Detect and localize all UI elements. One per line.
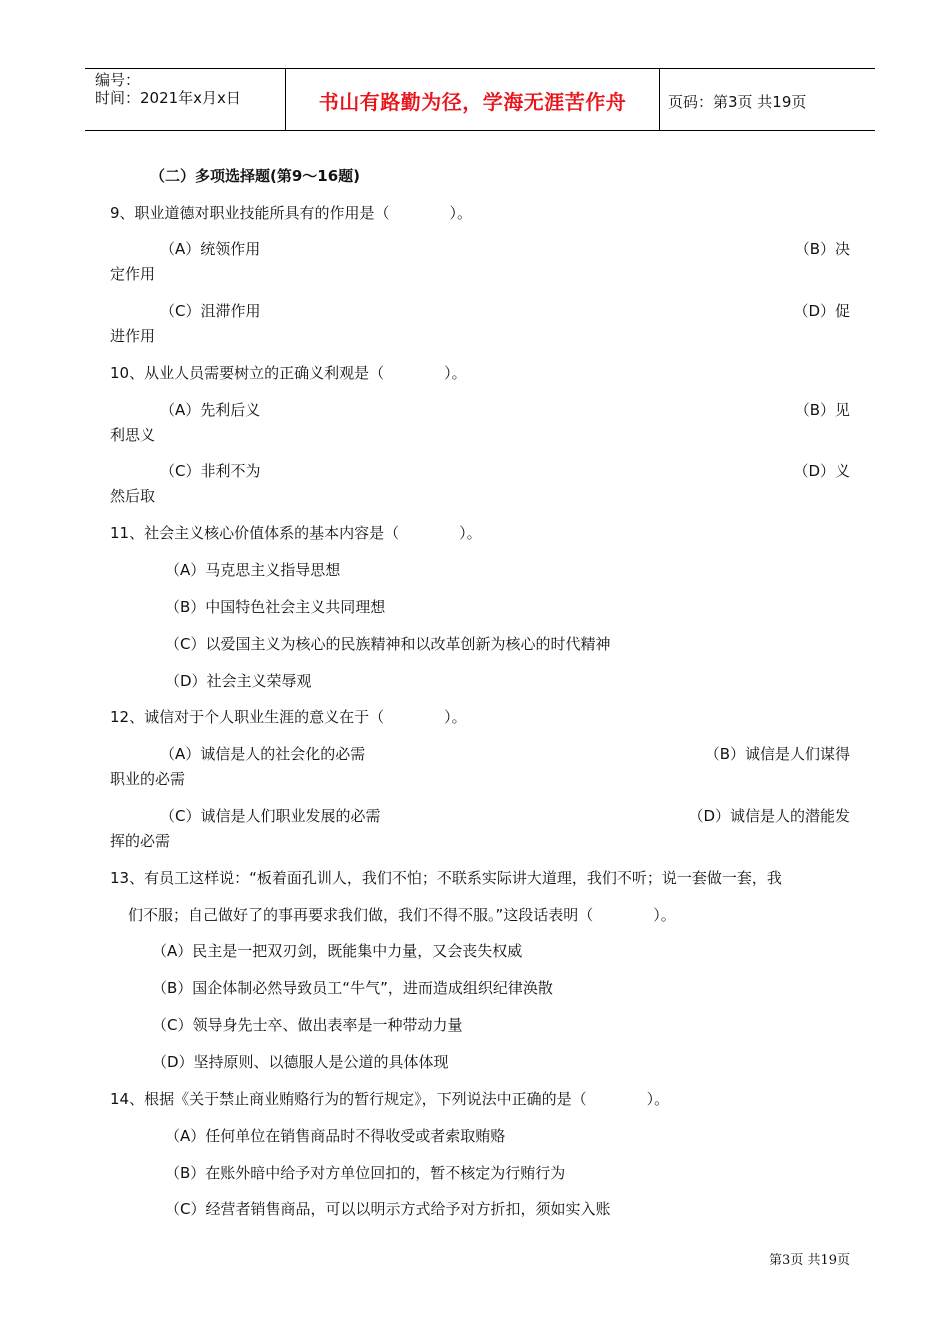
option-a: （A）任何单位在销售商品时不得收受或者索取贿赂 (165, 1127, 506, 1145)
question-stem-continuation: 们不服；自己做好了的事再要求我们做，我们不得不服。”这段话表明（ ）。 (128, 906, 676, 924)
number-label: 编号： (95, 71, 141, 89)
option-b: （B）见 (794, 401, 850, 419)
question-stem: 14、根据《关于禁止商业贿赂行为的暂行规定》，下列说法中正确的是（ ）。 (110, 1090, 670, 1108)
option-d: （D）诚信是人的潜能发 (688, 807, 850, 825)
question-stem: 13、有员工这样说：“板着面孔训人，我们不怕；不联系实际讲大道理，我们不听；说一套做一套，我 (110, 869, 782, 887)
option-a: （A）先利后义 (160, 401, 261, 419)
option-c: （C）经营者销售商品，可以以明示方式给予对方折扣，须如实入账 (165, 1200, 611, 1218)
option-b: （B）决 (794, 240, 850, 258)
option-b: （B）诚信是人们谋得 (704, 745, 850, 763)
option-b: （B）国企体制必然导致员工“牛气”，进而造成组织纪律涣散 (152, 979, 553, 997)
option-c: （C）领导身先士卒、做出表率是一种带动力量 (152, 1016, 463, 1034)
option-c: （C）沮滞作用 (160, 302, 261, 320)
section-title: （二）多项选择题(第9～16题) (150, 167, 361, 185)
option-a: （A）马克思主义指导思想 (165, 561, 341, 579)
option-b-continuation: 职业的必需 (110, 770, 186, 788)
option-d-continuation: 然后取 (110, 487, 156, 505)
option-d-continuation: 进作用 (110, 327, 156, 345)
option-d: （D）义 (793, 462, 850, 480)
page-info: 页码：第3页 共19页 (668, 93, 807, 111)
option-c: （C）诚信是人们职业发展的必需 (160, 807, 381, 825)
question-stem: 12、诚信对于个人职业生涯的意义在于（ ）。 (110, 708, 467, 726)
option-b: （B）中国特色社会主义共同理想 (165, 598, 386, 616)
option-c: （C）非利不为 (160, 462, 261, 480)
option-d-continuation: 挥的必需 (110, 832, 171, 850)
time-label: 时间：2021年x月x日 (95, 89, 241, 107)
option-d: （D）社会主义荣辱观 (165, 672, 312, 690)
question-stem: 9、职业道德对职业技能所具有的作用是（ ）。 (110, 204, 473, 222)
option-d: （D）促 (793, 302, 850, 320)
page-footer: 第3页 共19页 (769, 1253, 850, 1268)
option-a: （A）民主是一把双刃剑，既能集中力量，又会丧失权威 (152, 942, 523, 960)
option-c: （C）以爱国主义为核心的民族精神和以改革创新为核心的时代精神 (165, 635, 611, 653)
option-d: （D）坚持原则、以德服人是公道的具体体现 (152, 1053, 449, 1071)
motto-text: 书山有路勤为径，学海无涯苦作舟 (318, 90, 627, 114)
option-b-continuation: 利思义 (110, 426, 156, 444)
option-b-continuation: 定作用 (110, 265, 156, 283)
header-table (85, 68, 875, 131)
option-a: （A）诚信是人的社会化的必需 (160, 745, 366, 763)
option-a: （A）统领作用 (160, 240, 261, 258)
question-stem: 10、从业人员需要树立的正确义利观是（ ）。 (110, 364, 467, 382)
option-b: （B）在账外暗中给予对方单位回扣的，暂不核定为行贿行为 (165, 1164, 566, 1182)
header-middle-cell (286, 69, 660, 130)
question-stem: 11、社会主义核心价值体系的基本内容是（ ）。 (110, 524, 482, 542)
header-left-cell (85, 69, 286, 130)
